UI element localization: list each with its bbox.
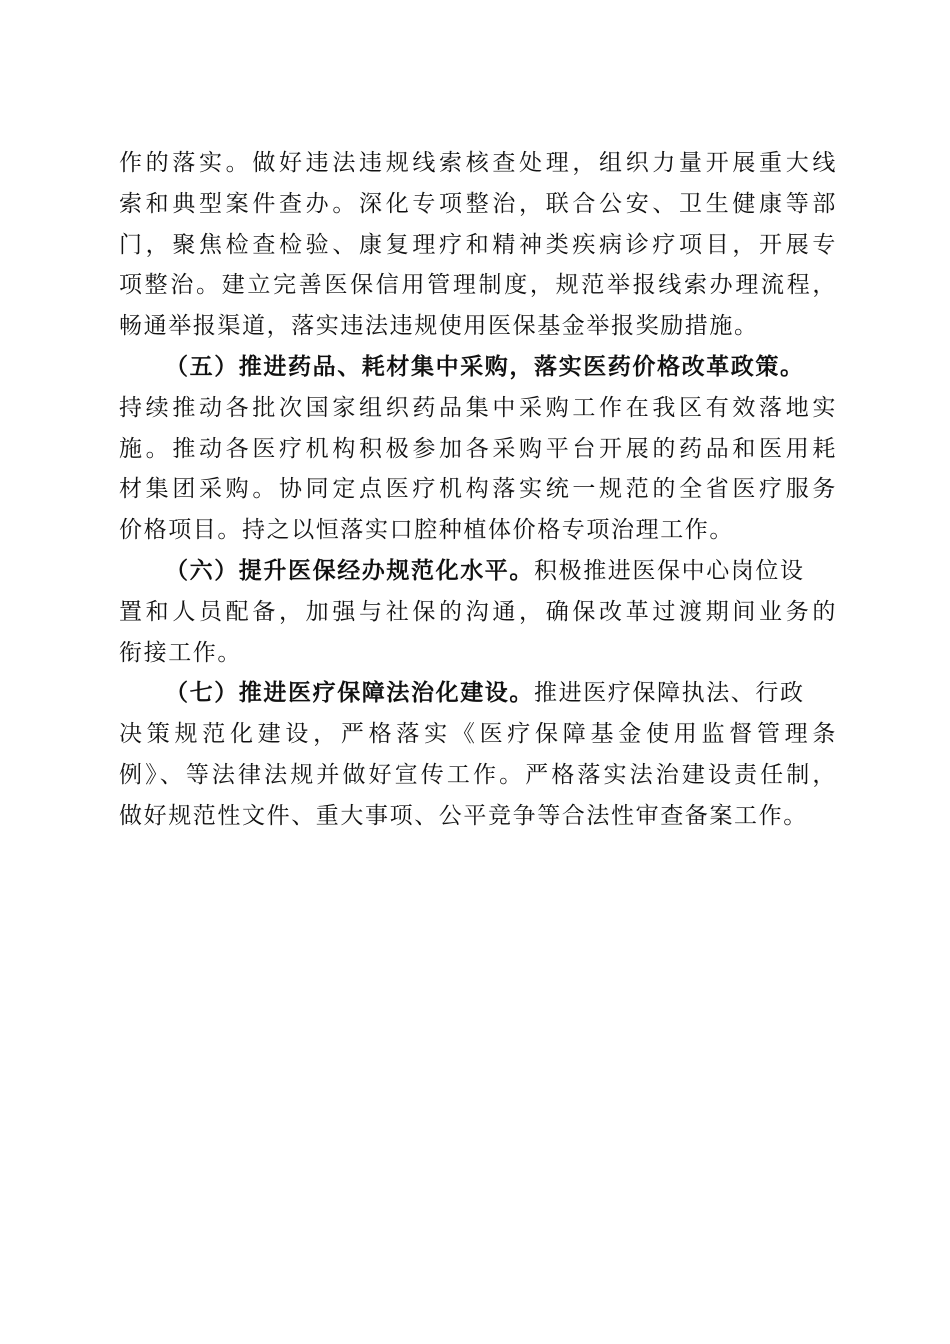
body-line: 决策规范化建设，严格落实《医疗保障基金使用监督管理条 (119, 721, 837, 748)
body-line: 价格项目。持之以恒落实口腔种植体价格专项治理工作。 (119, 517, 734, 544)
section-text: 推进医疗保障执法、行政 (534, 680, 805, 707)
section-heading-7: （七）推进医疗保障法治化建设。 (165, 679, 534, 707)
body-line: 材集团采购。协同定点医疗机构落实统一规范的全省医疗服务 (119, 476, 837, 503)
body-line: 畅通举报渠道，落实违法违规使用医保基金举报奖励措施。 (119, 313, 759, 340)
body-line: 做好规范性文件、重大事项、公平竞争等合法性审查备案工作。 (119, 802, 808, 829)
body-line: 索和典型案件查办。深化专项整治，联合公安、卫生健康等部 (119, 190, 837, 217)
body-line: 持续推动各批次国家组织药品集中采购工作在我区有效落地实 (119, 394, 837, 421)
section-text: 积极推进医保中心岗位设 (534, 557, 805, 584)
section-heading-6: （六）提升医保经办规范化水平。 (165, 556, 534, 584)
section-first-line-6 (119, 551, 837, 592)
body-line: 作的落实。做好违法违规线索核查处理，组织力量开展重大线 (119, 150, 837, 176)
body-line: 门，聚焦检查检验、康复理疗和精神类疾病诊疗项目，开展专 (119, 231, 837, 258)
section-first-line-7 (119, 673, 837, 714)
body-line: 例》、等法律法规并做好宣传工作。严格落实法治建设责任制， (119, 761, 837, 788)
body-line: 衔接工作。 (119, 639, 242, 666)
body-line: 项整治。建立完善医保信用管理制度，规范举报线索办理流程， (119, 272, 837, 299)
section-heading-5: （五）推进药品、耗材集中采购，落实医药价格改革政策。 (165, 352, 805, 380)
body-line: 施。推动各医疗机构积极参加各采购平台开展的药品和医用耗 (119, 435, 837, 462)
document-body (119, 143, 837, 837)
body-line: 置和人员配备，加强与社保的沟通，确保改革过渡期间业务的 (119, 598, 837, 625)
